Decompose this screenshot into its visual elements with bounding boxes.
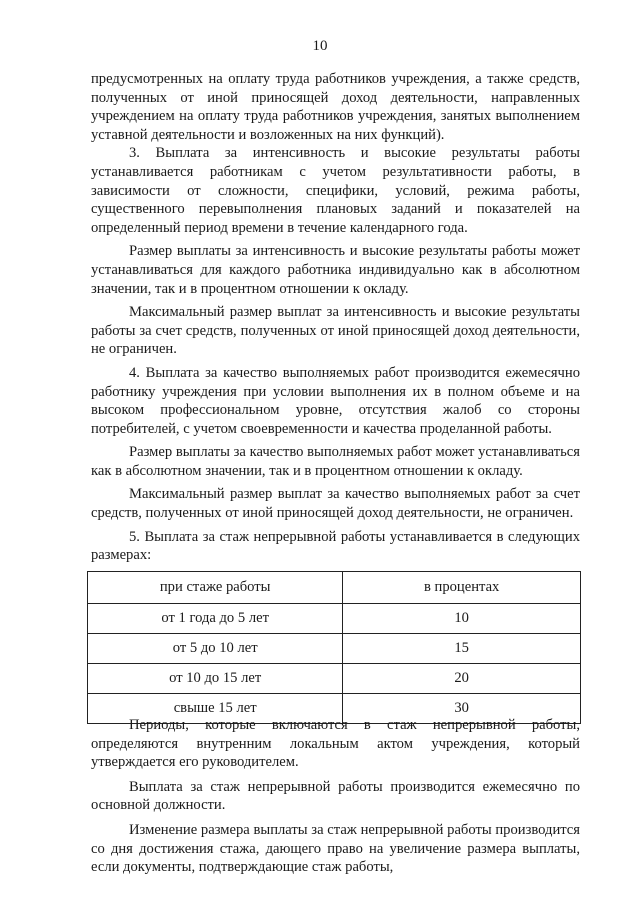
- table-cell: от 5 до 10 лет: [88, 634, 343, 664]
- paragraph: Максимальный размер выплат за интенсивность и высокие результаты работы за счет средств, полученных от иной приносящей доход деятельности, не ограничен.: [91, 304, 580, 358]
- paragraph: 5. Выплата за стаж непрерывной работы устанавливается в следующих размерах:: [91, 528, 580, 564]
- table-header-cell: при стаже работы: [88, 572, 343, 604]
- body-text-top: [91, 70, 580, 565]
- paragraph: Размер выплаты за качество выполняемых работ может устанавливаться как в абсолютном значении, так и в процентном отношении к окладу.: [91, 444, 580, 479]
- table-header-row: [88, 572, 581, 604]
- paragraph: Максимальный размер выплат за качество выполняемых работ за счет средств, полученных от иной приносящей доход деятельности, не ограничен.: [91, 486, 580, 522]
- seniority-table-wrapper: [87, 571, 581, 724]
- page-number: 10: [312, 38, 328, 54]
- table-cell: 20: [343, 664, 581, 694]
- table-cell: 15: [343, 634, 581, 664]
- paragraph: Периоды, которые включаются в стаж непрерывной работы, определяются внутренним локальным актом учреждения, который утверждается его руководителем.: [91, 717, 580, 771]
- body-text-bottom: [91, 716, 580, 877]
- table-header-cell: в процентах: [343, 572, 581, 604]
- table-cell: 30: [343, 694, 581, 724]
- table-row: [88, 604, 581, 634]
- table-row: [88, 664, 581, 694]
- table-cell: 10: [343, 604, 581, 634]
- table-row: [88, 634, 581, 664]
- paragraph: 3. Выплата за интенсивность и высокие результаты работы устанавливается работникам с учетом результативности работы, в зависимости от сложности, специфики, условий, режима работы, существенного перевыполнения плановых заданий и показателей на определенный период времени в течение календарного года.: [91, 145, 580, 236]
- paragraph: Изменение размера выплаты за стаж непрерывной работы производится со дня достижения стажа, дающего право на увеличение размера выплаты, если документы, подтверждающие стаж работы,: [91, 821, 580, 876]
- table-cell: от 1 года до 5 лет: [88, 604, 343, 634]
- seniority-table: [87, 571, 581, 724]
- paragraph: Размер выплаты за интенсивность и высокие результаты работы может устанавливаться для каждого работника индивидуально как в абсолютном значении, так и в процентном отношении к окладу.: [91, 243, 580, 297]
- paragraph: Выплата за стаж непрерывной работы производится ежемесячно по основной должности.: [91, 778, 580, 814]
- paragraph: предусмотренных на оплату труда работников учреждения, а также средств, полученных от иной приносящей доход деятельности, направленных учреждением на оплату труда работников учреждения, занятых выполнением уставной деятельности и возложенных на них функций).: [91, 71, 580, 143]
- table-cell: свыше 15 лет: [88, 694, 343, 724]
- table-cell: от 10 до 15 лет: [88, 664, 343, 694]
- paragraph: 4. Выплата за качество выполняемых работ производится ежемесячно работнику учреждения при условии выполнения их в полном объеме и на высоком профессиональном уровне, отсутствия жалоб со стороны потребителей, с учетом своевременности и качества проделанной работы.: [91, 364, 580, 437]
